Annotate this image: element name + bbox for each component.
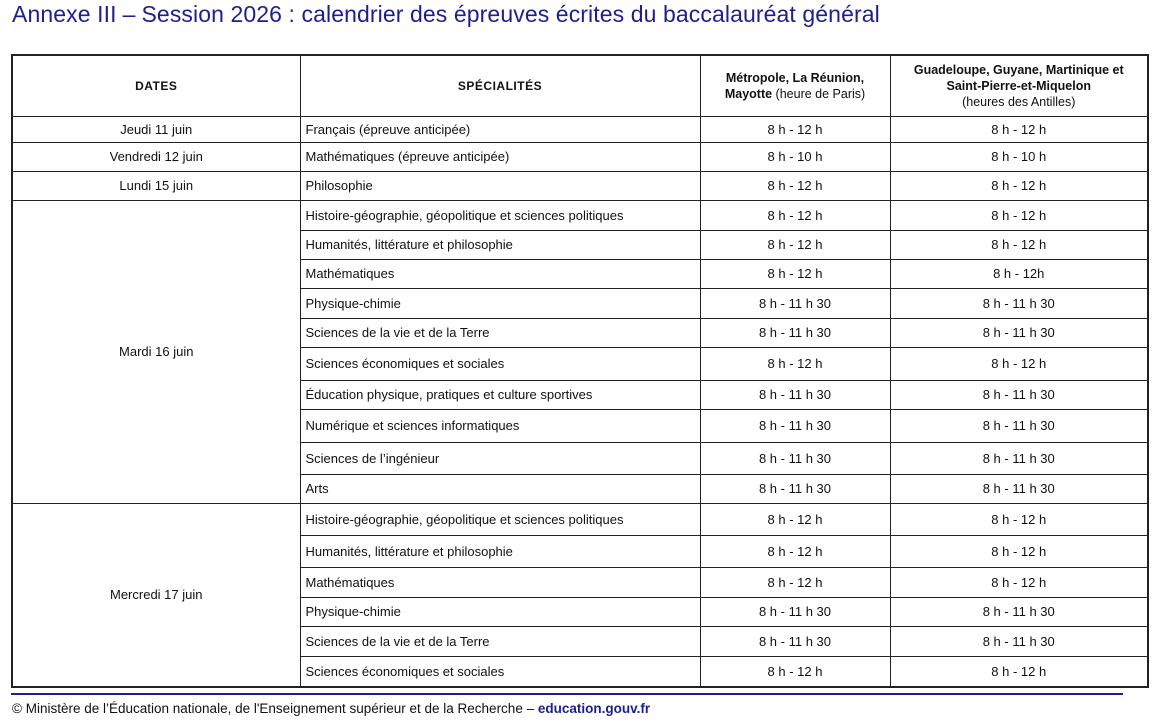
metropole-time-cell: 8 h - 12 h (700, 347, 890, 380)
header-antilles (890, 55, 1148, 116)
antilles-time-cell: 8 h - 10 h (890, 142, 1148, 171)
specialite-cell: Sciences de l’ingénieur (300, 442, 700, 474)
title-main: Session 2026 : calendrier des épreuves écrites du baccalauréat général (141, 1, 880, 27)
specialite-cell: Physique-chimie (300, 288, 700, 318)
specialite-cell: Mathématiques (300, 567, 700, 597)
header-metropole-line1: Métropole, La Réunion, (725, 70, 865, 85)
specialite-cell: Humanités, littérature et philosophie (300, 230, 700, 259)
table-row (12, 171, 1148, 200)
specialite-cell: Histoire-géographie, géopolitique et sciences politiques (300, 200, 700, 230)
antilles-time-cell: 8 h - 12 h (890, 656, 1148, 687)
metropole-time-cell: 8 h - 12 h (700, 230, 890, 259)
metropole-time-cell: 8 h - 11 h 30 (700, 380, 890, 409)
metropole-time-cell: 8 h - 12 h (700, 567, 890, 597)
specialite-cell: Français (épreuve anticipée) (300, 116, 700, 142)
metropole-time-cell: 8 h - 12 h (700, 116, 890, 142)
header-dates: DATES (12, 55, 300, 116)
date-cell-mardi: Mardi 16 juin (12, 200, 300, 503)
date-cell: Vendredi 12 juin (12, 142, 300, 171)
specialite-cell: Numérique et sciences informatiques (300, 409, 700, 442)
specialite-cell: Histoire-géographie, géopolitique et sciences politiques (300, 503, 700, 535)
antilles-time-cell: 8 h - 12 h (890, 116, 1148, 142)
metropole-time-cell: 8 h - 11 h 30 (700, 409, 890, 442)
header-antilles-note: (heures des Antilles) (962, 94, 1076, 109)
footer (12, 701, 650, 716)
title-dash: – (122, 1, 136, 27)
specialite-cell: Sciences de la vie et de la Terre (300, 318, 700, 347)
header-metropole (700, 55, 890, 116)
header-metropole-note: (heure de Paris) (775, 86, 866, 101)
table-row (12, 116, 1148, 142)
footer-copyright: © Ministère de l’Éducation nationale, de l'Enseignement supérieur et de la Recherche – (12, 701, 535, 716)
metropole-time-cell: 8 h - 12 h (700, 171, 890, 200)
specialite-cell: Sciences de la vie et de la Terre (300, 626, 700, 656)
table-row (12, 142, 1148, 171)
specialite-cell: Mathématiques (épreuve anticipée) (300, 142, 700, 171)
antilles-time-cell: 8 h - 11 h 30 (890, 597, 1148, 626)
metropole-time-cell: 8 h - 12 h (700, 259, 890, 288)
metropole-time-cell: 8 h - 10 h (700, 142, 890, 171)
antilles-time-cell: 8 h - 12 h (890, 567, 1148, 597)
specialite-cell: Éducation physique, pratiques et culture sportives (300, 380, 700, 409)
date-cell: Lundi 15 juin (12, 171, 300, 200)
metropole-time-cell: 8 h - 12 h (700, 200, 890, 230)
antilles-time-cell: 8 h - 12h (890, 259, 1148, 288)
antilles-time-cell: 8 h - 11 h 30 (890, 474, 1148, 503)
specialite-cell: Arts (300, 474, 700, 503)
metropole-time-cell: 8 h - 11 h 30 (700, 318, 890, 347)
date-cell: Jeudi 11 juin (12, 116, 300, 142)
exam-calendar-table (11, 54, 1149, 688)
antilles-time-cell: 8 h - 11 h 30 (890, 626, 1148, 656)
antilles-time-cell: 8 h - 12 h (890, 230, 1148, 259)
antilles-time-cell: 8 h - 12 h (890, 347, 1148, 380)
page-title (12, 1, 880, 28)
antilles-time-cell: 8 h - 12 h (890, 535, 1148, 567)
antilles-time-cell: 8 h - 11 h 30 (890, 288, 1148, 318)
specialite-cell: Sciences économiques et sociales (300, 347, 700, 380)
antilles-time-cell: 8 h - 11 h 30 (890, 409, 1148, 442)
header-antilles-line1: Guadeloupe, Guyane, Martinique et (913, 62, 1124, 77)
metropole-time-cell: 8 h - 11 h 30 (700, 288, 890, 318)
header-metropole-line2: Mayotte (724, 86, 773, 101)
metropole-time-cell: 8 h - 12 h (700, 535, 890, 567)
specialite-cell: Physique-chimie (300, 597, 700, 626)
footer-link[interactable]: education.gouv.fr (537, 701, 651, 716)
antilles-time-cell: 8 h - 11 h 30 (890, 318, 1148, 347)
table-row (12, 200, 1148, 230)
metropole-time-cell: 8 h - 11 h 30 (700, 442, 890, 474)
metropole-time-cell: 8 h - 12 h (700, 503, 890, 535)
specialite-cell: Sciences économiques et sociales (300, 656, 700, 687)
antilles-time-cell: 8 h - 12 h (890, 503, 1148, 535)
title-prefix: Annexe III (12, 1, 117, 27)
antilles-time-cell: 8 h - 11 h 30 (890, 442, 1148, 474)
metropole-time-cell: 8 h - 12 h (700, 656, 890, 687)
date-cell-mercredi: Mercredi 17 juin (12, 503, 300, 687)
antilles-time-cell: 8 h - 11 h 30 (890, 380, 1148, 409)
header-row (12, 55, 1148, 116)
header-antilles-line2: Saint-Pierre-et-Miquelon (946, 78, 1091, 93)
metropole-time-cell: 8 h - 11 h 30 (700, 597, 890, 626)
header-specialites: SPÉCIALITÉS (300, 55, 700, 116)
metropole-time-cell: 8 h - 11 h 30 (700, 626, 890, 656)
table-row (12, 503, 1148, 535)
specialite-cell: Mathématiques (300, 259, 700, 288)
antilles-time-cell: 8 h - 12 h (890, 200, 1148, 230)
metropole-time-cell: 8 h - 11 h 30 (700, 474, 890, 503)
antilles-time-cell: 8 h - 12 h (890, 171, 1148, 200)
specialite-cell: Philosophie (300, 171, 700, 200)
footer-divider (11, 693, 1123, 695)
specialite-cell: Humanités, littérature et philosophie (300, 535, 700, 567)
